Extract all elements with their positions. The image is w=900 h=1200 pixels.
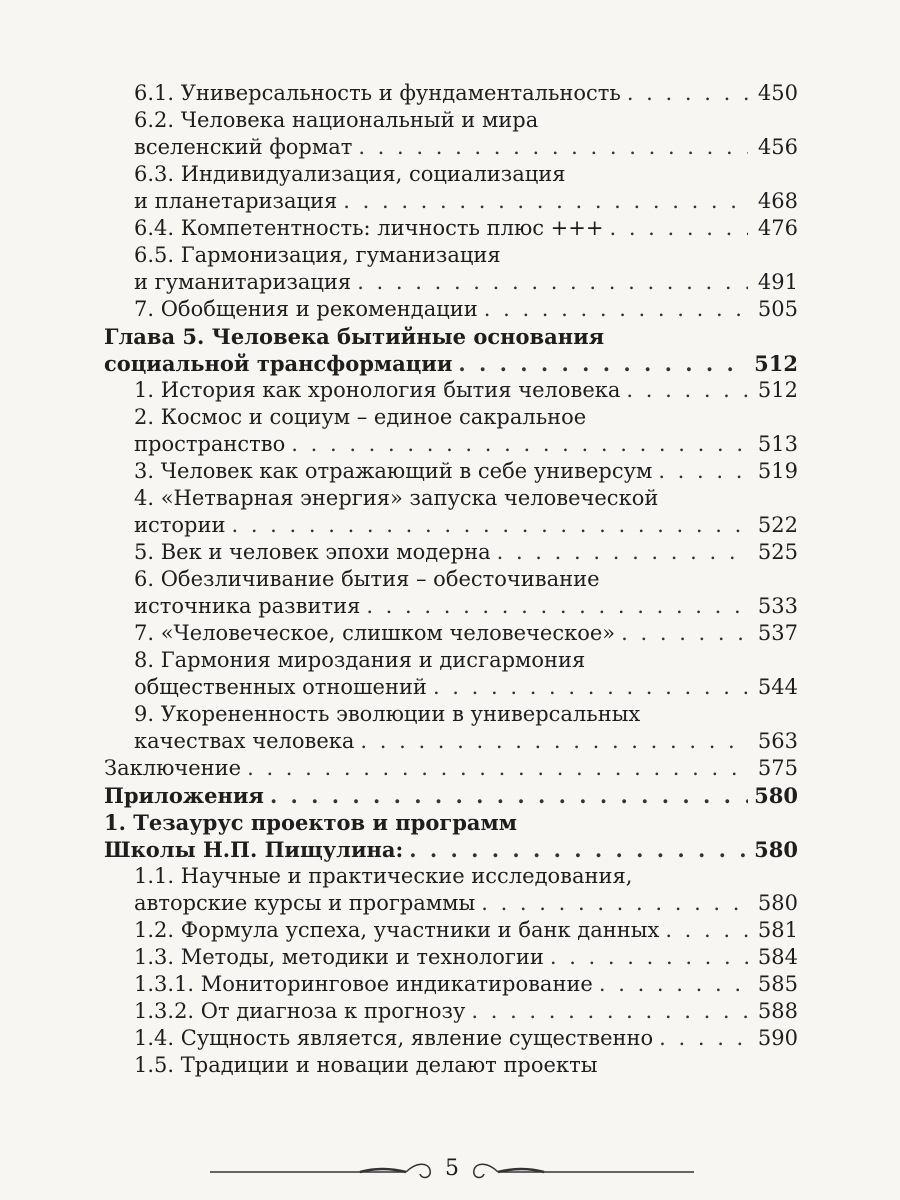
dot-leader xyxy=(247,755,748,782)
toc-entry-line xyxy=(134,242,798,269)
dot-leader xyxy=(497,539,748,566)
toc-chapter-entry xyxy=(104,755,798,782)
toc-entry-line xyxy=(134,566,798,593)
toc-page-number: 580 xyxy=(757,891,798,915)
toc-page-number: 563 xyxy=(757,729,798,753)
toc-entry-title: 7. Обобщения и рекомендации xyxy=(134,297,478,321)
toc-section-entry xyxy=(104,161,798,215)
toc-page-number: 588 xyxy=(757,999,798,1023)
toc-entry-line xyxy=(134,512,798,539)
toc-page-number: 580 xyxy=(754,837,798,862)
toc-entry-title: 6.4. Компетентность: личность плюс +++ xyxy=(134,216,604,240)
toc-entry-line xyxy=(134,620,798,647)
toc-page-number: 468 xyxy=(757,189,798,213)
toc-page-number: 519 xyxy=(757,459,798,483)
toc-page-number: 590 xyxy=(757,1026,798,1050)
toc-entry-title: Глава 5. Человека бытийные основания xyxy=(104,324,605,349)
page-number: 5 xyxy=(445,1156,459,1181)
dot-leader xyxy=(366,593,748,620)
toc-entry-title: 8. Гармония мироздания и дисгармония xyxy=(134,648,586,672)
toc-section-entry xyxy=(104,566,798,620)
toc-entry-title: 6.5. Гармонизация, гуманизация xyxy=(134,243,501,267)
toc-section-entry xyxy=(104,215,798,242)
toc-entry-line xyxy=(134,485,798,512)
toc-section-entry xyxy=(104,242,798,296)
toc-section-entry xyxy=(104,917,798,944)
dot-leader xyxy=(621,620,748,647)
toc-section-entry xyxy=(104,944,798,971)
toc-section-entry xyxy=(104,458,798,485)
toc-section-entry xyxy=(104,863,798,917)
toc-entry-title: 3. Человек как отражающий в себе универсум xyxy=(134,459,653,483)
dot-leader xyxy=(231,512,748,539)
toc-section-entry xyxy=(104,647,798,701)
toc-page-number: 533 xyxy=(757,594,798,618)
toc-entry-title: пространство xyxy=(134,432,286,456)
toc-page-number: 580 xyxy=(754,783,798,808)
toc-entry-line xyxy=(104,836,798,863)
toc-chapter-entry xyxy=(104,782,798,809)
dot-leader xyxy=(360,728,748,755)
toc-entry-title: 7. «Человеческое, слишком человеческое» xyxy=(134,621,616,645)
dot-leader xyxy=(599,971,748,998)
toc-entry-line xyxy=(134,188,798,215)
dot-leader xyxy=(626,377,748,404)
toc-page-number: 450 xyxy=(757,81,798,105)
toc-entry-line xyxy=(134,647,798,674)
dot-leader xyxy=(357,269,748,296)
toc-entry-title: источника развития xyxy=(134,594,361,618)
toc-page-number: 575 xyxy=(757,756,798,780)
dot-leader xyxy=(658,458,748,485)
toc-entry-line xyxy=(134,377,798,404)
toc-page-number: 581 xyxy=(757,918,798,942)
dot-leader xyxy=(550,944,748,971)
toc-entry-line xyxy=(134,890,798,917)
dot-leader xyxy=(358,134,748,161)
dot-leader xyxy=(270,782,748,809)
toc-section-entry xyxy=(104,998,798,1025)
toc-page-number: 505 xyxy=(757,297,798,321)
toc-entry-title: 1.4. Сущность является, явление существенно xyxy=(134,1026,654,1050)
toc-page-number: 512 xyxy=(754,351,798,376)
toc-entry-title: 6.2. Человека национальный и мира xyxy=(134,108,539,132)
toc-entry-title: 1.3.1. Мониторинговое индикатирование xyxy=(134,972,593,996)
toc-section-entry xyxy=(104,485,798,539)
toc-section-entry xyxy=(104,1025,798,1052)
toc-entry-title: 6.1. Универсальность и фундаментальность xyxy=(134,81,621,105)
toc-entry-line xyxy=(104,350,798,377)
toc-entry-title: 5. Век и человек эпохи модерна xyxy=(134,540,491,564)
dot-leader xyxy=(343,188,748,215)
dot-leader xyxy=(458,350,748,377)
dot-leader xyxy=(484,296,748,323)
toc-entry-line xyxy=(134,701,798,728)
toc-page-number: 491 xyxy=(757,270,798,294)
toc-entry-title: 1.5. Традиции и новации делают проекты xyxy=(134,1053,598,1077)
toc-entry-title: 1. История как хронология бытия человека xyxy=(134,378,621,402)
toc-entry-title: 1.2. Формула успеха, участники и банк данных xyxy=(134,918,660,942)
page-footer xyxy=(210,1148,694,1188)
toc-section-entry xyxy=(104,107,798,161)
toc-page-number: 544 xyxy=(757,675,798,699)
toc-page-number: 513 xyxy=(757,432,798,456)
toc-section-entry xyxy=(104,404,798,458)
toc-entry-title: авторские курсы и программы xyxy=(134,891,476,915)
toc-chapter-entry xyxy=(104,323,798,377)
toc-entry-title: Приложения xyxy=(104,783,264,808)
dot-leader xyxy=(409,836,748,863)
toc-entry-title: Заключение xyxy=(104,756,242,780)
toc-page-number: 512 xyxy=(757,378,798,402)
toc-entry-line xyxy=(134,863,798,890)
toc-entry-line xyxy=(134,80,798,107)
toc-entry-line xyxy=(104,782,798,809)
dot-leader xyxy=(665,917,748,944)
toc-entry-line xyxy=(134,728,798,755)
toc-entry-line xyxy=(134,1052,798,1079)
toc-entry-title: 1. Тезаурус проектов и программ xyxy=(104,810,517,835)
toc-entry-line xyxy=(134,917,798,944)
toc-chapter-entry xyxy=(104,809,798,863)
toc-page-number: 456 xyxy=(757,135,798,159)
toc-page-number: 525 xyxy=(757,540,798,564)
toc-page-number: 476 xyxy=(757,216,798,240)
toc-page-number: 522 xyxy=(757,513,798,537)
toc-entry-line xyxy=(134,539,798,566)
toc-entry-title: 1.3.2. От диагноза к прогнозу xyxy=(134,999,466,1023)
toc-entry-title: общественных отношений xyxy=(134,675,427,699)
toc-entry-line xyxy=(134,296,798,323)
toc-section-entry xyxy=(104,971,798,998)
table-of-contents xyxy=(104,80,798,1079)
dot-leader xyxy=(291,431,748,458)
toc-entry-title: и гуманитаризация xyxy=(134,270,352,294)
toc-entry-line xyxy=(134,404,798,431)
toc-entry-line xyxy=(134,134,798,161)
toc-section-entry xyxy=(104,1052,798,1079)
toc-entry-line xyxy=(134,458,798,485)
dot-leader xyxy=(471,998,748,1025)
toc-page-number: 584 xyxy=(757,945,798,969)
toc-entry-line xyxy=(134,674,798,701)
toc-section-entry xyxy=(104,539,798,566)
toc-entry-title: Школы Н.П. Пищулина: xyxy=(104,837,404,862)
toc-entry-line xyxy=(104,809,798,836)
toc-page-number: 585 xyxy=(757,972,798,996)
dot-leader xyxy=(433,674,748,701)
toc-entry-line xyxy=(134,998,798,1025)
toc-section-entry xyxy=(104,296,798,323)
toc-entry-line xyxy=(134,971,798,998)
toc-entry-line xyxy=(134,215,798,242)
toc-entry-title: 6. Обезличивание бытия – обесточивание xyxy=(134,567,600,591)
toc-entry-title: 1.1. Научные и практические исследования, xyxy=(134,864,633,888)
toc-entry-title: 9. Укорененность эволюции в универсальных xyxy=(134,702,641,726)
toc-entry-title: социальной трансформации xyxy=(104,351,453,376)
toc-section-entry xyxy=(104,620,798,647)
dot-leader xyxy=(627,80,748,107)
toc-entry-title: 6.3. Индивидуализация, социализация xyxy=(134,162,566,186)
toc-entry-title: истории xyxy=(134,513,226,537)
toc-entry-title: качествах человека xyxy=(134,729,355,753)
toc-entry-line xyxy=(134,1025,798,1052)
toc-entry-title: и планетаризация xyxy=(134,189,338,213)
toc-entry-line xyxy=(134,161,798,188)
toc-entry-line xyxy=(104,755,798,782)
dot-leader xyxy=(609,215,748,242)
toc-entry-title: 2. Космос и социум – единое сакральное xyxy=(134,405,587,429)
toc-entry-title: 1.3. Методы, методики и технологии xyxy=(134,945,544,969)
toc-section-entry xyxy=(104,701,798,755)
toc-entry-title: 4. «Нетварная энергия» запуска человеческой xyxy=(134,486,659,510)
toc-entry-line xyxy=(134,269,798,296)
toc-section-entry xyxy=(104,377,798,404)
toc-entry-line xyxy=(134,944,798,971)
toc-entry-line xyxy=(104,323,798,350)
toc-entry-line xyxy=(134,107,798,134)
toc-entry-title: вселенский формат xyxy=(134,135,353,159)
toc-section-entry xyxy=(104,80,798,107)
toc-page-number: 537 xyxy=(757,621,798,645)
toc-entry-line xyxy=(134,593,798,620)
toc-entry-line xyxy=(134,431,798,458)
dot-leader xyxy=(659,1025,748,1052)
dot-leader xyxy=(481,890,748,917)
